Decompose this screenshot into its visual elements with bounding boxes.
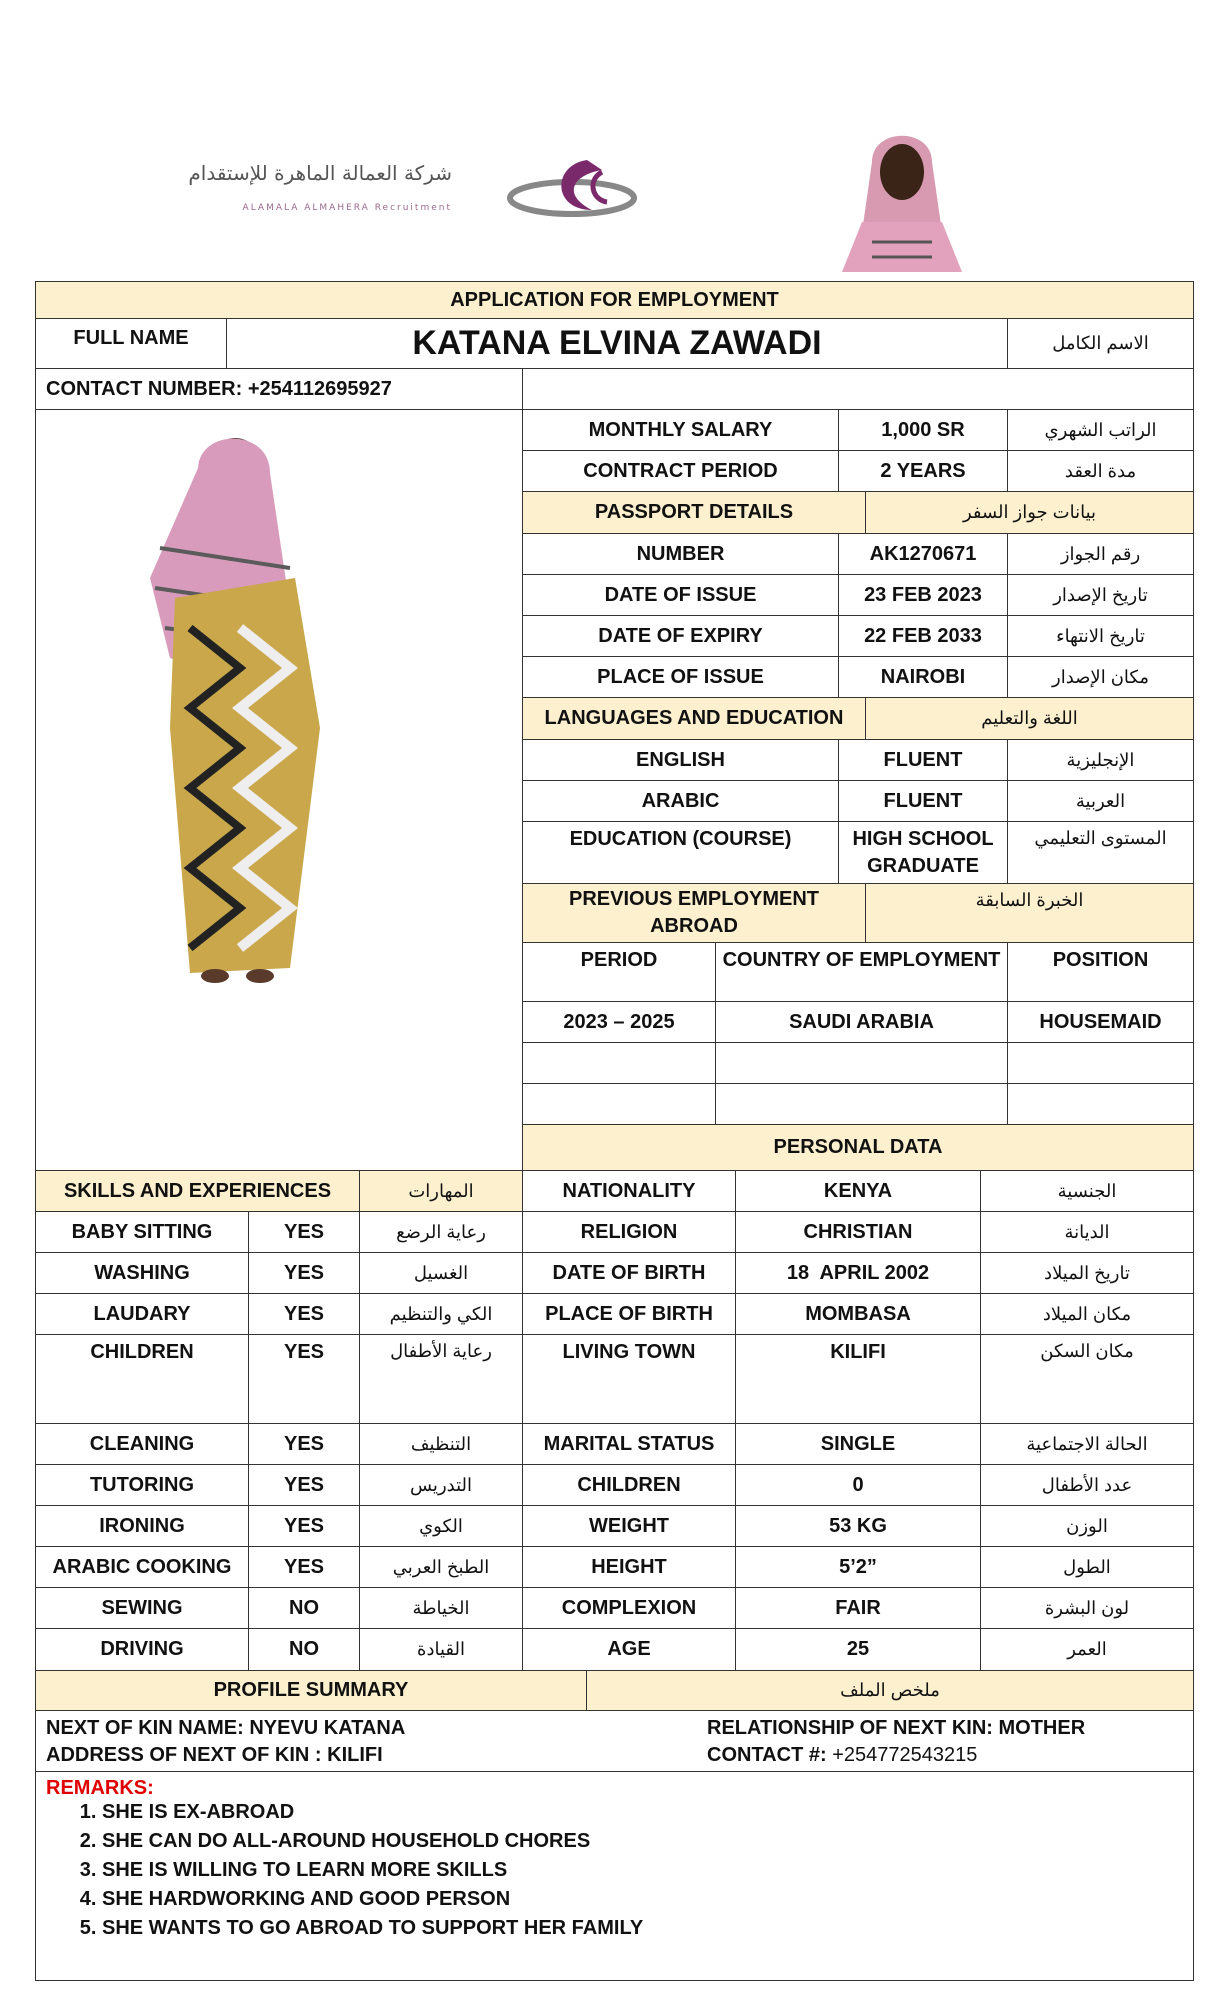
profile-summary-header: PROFILE SUMMARY — [35, 1670, 587, 1711]
personal-value: 0 — [735, 1464, 981, 1506]
education-arabic: المستوى التعليمي — [1007, 821, 1194, 884]
skill-arabic: التدريس — [359, 1464, 523, 1506]
skill-arabic: الخياطة — [359, 1587, 523, 1629]
applicant-photo-full — [130, 428, 330, 988]
remark-item: 4. SHE HARDWORKING AND GOOD PERSON — [102, 1885, 643, 1914]
skill-arabic: القيادة — [359, 1628, 523, 1671]
personal-value: FAIR — [735, 1587, 981, 1629]
personal-label: CHILDREN — [522, 1464, 736, 1506]
skill-arabic: رعاية الأطفال — [359, 1334, 523, 1424]
english-label: ENGLISH — [522, 739, 839, 781]
next-of-kin-contact-label: CONTACT #: — [707, 1744, 827, 1766]
previous-blank-cell — [522, 1083, 716, 1125]
skill-label: TUTORING — [35, 1464, 249, 1506]
previous-blank-cell — [715, 1042, 1008, 1084]
passport-header-arabic: بيانات جواز السفر — [865, 491, 1194, 534]
form-title: APPLICATION FOR EMPLOYMENT — [35, 281, 1194, 319]
skill-label: LAUDARY — [35, 1293, 249, 1335]
skills-header-arabic: المهارات — [359, 1170, 523, 1212]
personal-value: 18 APRIL 2002 — [735, 1252, 981, 1294]
previous-blank-cell — [1007, 1042, 1194, 1084]
previous-blank-cell — [522, 1042, 716, 1084]
remarks-list — [50, 1798, 643, 1943]
full-name-value: KATANA ELVINA ZAWADI — [226, 318, 1008, 369]
passport-number-value: AK1270671 — [838, 533, 1008, 575]
previous-employment-header: PREVIOUS EMPLOYMENT ABROAD — [522, 883, 866, 943]
passport-number-arabic: رقم الجواز — [1007, 533, 1194, 575]
contact-number: CONTACT NUMBER: +254112695927 — [35, 368, 523, 410]
country-header: COUNTRY OF EMPLOYMENT — [715, 942, 1008, 1002]
english-arabic: الإنجليزية — [1007, 739, 1194, 781]
personal-arabic: مكان السكن — [980, 1334, 1194, 1424]
skill-value: YES — [248, 1546, 360, 1588]
skill-label: CLEANING — [35, 1423, 249, 1465]
expiry-date-arabic: تاريخ الانتهاء — [1007, 615, 1194, 657]
salary-arabic: الراتب الشهري — [1007, 409, 1194, 451]
personal-label: DATE OF BIRTH — [522, 1252, 736, 1294]
skill-label: ARABIC COOKING — [35, 1546, 249, 1588]
personal-label: COMPLEXION — [522, 1587, 736, 1629]
personal-arabic: لون البشرة — [980, 1587, 1194, 1629]
skill-value: YES — [248, 1505, 360, 1547]
skill-arabic: الغسيل — [359, 1252, 523, 1294]
personal-label: AGE — [522, 1628, 736, 1671]
personal-arabic: الديانة — [980, 1211, 1194, 1253]
skill-arabic: الطبخ العربي — [359, 1546, 523, 1588]
company-logo — [188, 150, 682, 230]
arabic-value: FLUENT — [838, 780, 1008, 822]
personal-value: KILIFI — [735, 1334, 981, 1424]
skill-label: WASHING — [35, 1252, 249, 1294]
personal-value: 53 KG — [735, 1505, 981, 1547]
company-arabic-name: شركة العمالة الماهرة للإستقدام — [188, 161, 452, 185]
education-label: EDUCATION (COURSE) — [522, 821, 839, 884]
skill-label: DRIVING — [35, 1628, 249, 1671]
full-name-arabic: الاسم الكامل — [1007, 318, 1194, 369]
salary-label: MONTHLY SALARY — [522, 409, 839, 451]
previous-country: SAUDI ARABIA — [715, 1001, 1008, 1043]
personal-label: WEIGHT — [522, 1505, 736, 1547]
expiry-date-value: 22 FEB 2033 — [838, 615, 1008, 657]
personal-arabic: الحالة الاجتماعية — [980, 1423, 1194, 1465]
personal-arabic: مكان الميلاد — [980, 1293, 1194, 1335]
remarks-title: REMARKS: — [46, 1777, 154, 1799]
full-name-label: FULL NAME — [35, 318, 227, 369]
issue-place-arabic: مكان الإصدار — [1007, 656, 1194, 698]
next-of-kin-address: ADDRESS OF NEXT OF KIN : KILIFI — [46, 1744, 383, 1766]
company-latin-name: ALAMALA ALMAHERA Recruitment — [242, 203, 452, 213]
skill-value: YES — [248, 1293, 360, 1335]
remark-item: 2. SHE CAN DO ALL-AROUND HOUSEHOLD CHORES — [102, 1827, 643, 1856]
skill-value: YES — [248, 1211, 360, 1253]
education-value: HIGH SCHOOL GRADUATE — [838, 821, 1008, 884]
languages-header-arabic: اللغة والتعليم — [865, 697, 1194, 740]
skill-arabic: التنظيف — [359, 1423, 523, 1465]
contract-value: 2 YEARS — [838, 450, 1008, 492]
remark-item: 1. SHE IS EX-ABROAD — [102, 1798, 643, 1827]
issue-place-value: NAIROBI — [838, 656, 1008, 698]
profile-summary-header-arabic: ملخص الملف — [586, 1670, 1194, 1711]
position-header: POSITION — [1007, 942, 1194, 1002]
previous-position: HOUSEMAID — [1007, 1001, 1194, 1043]
previous-period: 2023 – 2025 — [522, 1001, 716, 1043]
skill-arabic: رعاية الرضع — [359, 1211, 523, 1253]
languages-header: LANGUAGES AND EDUCATION — [522, 697, 866, 740]
personal-value: KENYA — [735, 1170, 981, 1212]
skill-label: IRONING — [35, 1505, 249, 1547]
arabic-label: ARABIC — [522, 780, 839, 822]
skill-value: YES — [248, 1334, 360, 1424]
personal-value: 25 — [735, 1628, 981, 1671]
previous-blank-cell — [1007, 1083, 1194, 1125]
skill-value: YES — [248, 1423, 360, 1465]
next-of-kin-relationship: RELATIONSHIP OF NEXT KIN: MOTHER — [707, 1717, 1086, 1739]
personal-value: MOMBASA — [735, 1293, 981, 1335]
skill-label: BABY SITTING — [35, 1211, 249, 1253]
skill-arabic: الكي والتنظيم — [359, 1293, 523, 1335]
personal-arabic: الطول — [980, 1546, 1194, 1588]
personal-label: MARITAL STATUS — [522, 1423, 736, 1465]
personal-arabic: الوزن — [980, 1505, 1194, 1547]
skill-value: NO — [248, 1587, 360, 1629]
remark-item: 5. SHE WANTS TO GO ABROAD TO SUPPORT HER FAMILY — [102, 1914, 643, 1943]
personal-data-header: PERSONAL DATA — [522, 1124, 1194, 1171]
personal-label: NATIONALITY — [522, 1170, 736, 1212]
previous-blank-cell — [715, 1083, 1008, 1125]
contract-label: CONTRACT PERIOD — [522, 450, 839, 492]
salary-value: 1,000 SR — [838, 409, 1008, 451]
contact-blank — [522, 368, 1194, 410]
skill-label: SEWING — [35, 1587, 249, 1629]
remark-item: 3. SHE IS WILLING TO LEARN MORE SKILLS — [102, 1856, 643, 1885]
personal-arabic: العمر — [980, 1628, 1194, 1671]
next-of-kin-contact — [707, 1744, 977, 1767]
personal-value: SINGLE — [735, 1423, 981, 1465]
personal-arabic: تاريخ الميلاد — [980, 1252, 1194, 1294]
personal-label: PLACE OF BIRTH — [522, 1293, 736, 1335]
personal-label: LIVING TOWN — [522, 1334, 736, 1424]
issue-date-value: 23 FEB 2023 — [838, 574, 1008, 616]
next-of-kin-name: NEXT OF KIN NAME: NYEVU KATANA — [46, 1717, 406, 1739]
issue-place-label: PLACE OF ISSUE — [522, 656, 839, 698]
contract-arabic: مدة العقد — [1007, 450, 1194, 492]
personal-arabic: الجنسية — [980, 1170, 1194, 1212]
issue-date-label: DATE OF ISSUE — [522, 574, 839, 616]
personal-arabic: عدد الأطفال — [980, 1464, 1194, 1506]
applicant-photo-small — [832, 122, 972, 272]
arabic-arabic: العربية — [1007, 780, 1194, 822]
previous-employment-header-arabic: الخبرة السابقة — [865, 883, 1194, 943]
next-of-kin-contact-value: +254772543215 — [832, 1744, 978, 1766]
english-value: FLUENT — [838, 739, 1008, 781]
period-header: PERIOD — [522, 942, 716, 1002]
passport-header: PASSPORT DETAILS — [522, 491, 866, 534]
personal-label: HEIGHT — [522, 1546, 736, 1588]
skills-header: SKILLS AND EXPERIENCES — [35, 1170, 360, 1212]
personal-value: 5’2” — [735, 1546, 981, 1588]
issue-date-arabic: تاريخ الإصدار — [1007, 574, 1194, 616]
personal-value: CHRISTIAN — [735, 1211, 981, 1253]
skill-value: YES — [248, 1464, 360, 1506]
expiry-date-label: DATE OF EXPIRY — [522, 615, 839, 657]
skill-arabic: الكوي — [359, 1505, 523, 1547]
skill-label: CHILDREN — [35, 1334, 249, 1424]
skill-value: NO — [248, 1628, 360, 1671]
personal-label: RELIGION — [522, 1211, 736, 1253]
passport-number-label: NUMBER — [522, 533, 839, 575]
skill-value: YES — [248, 1252, 360, 1294]
